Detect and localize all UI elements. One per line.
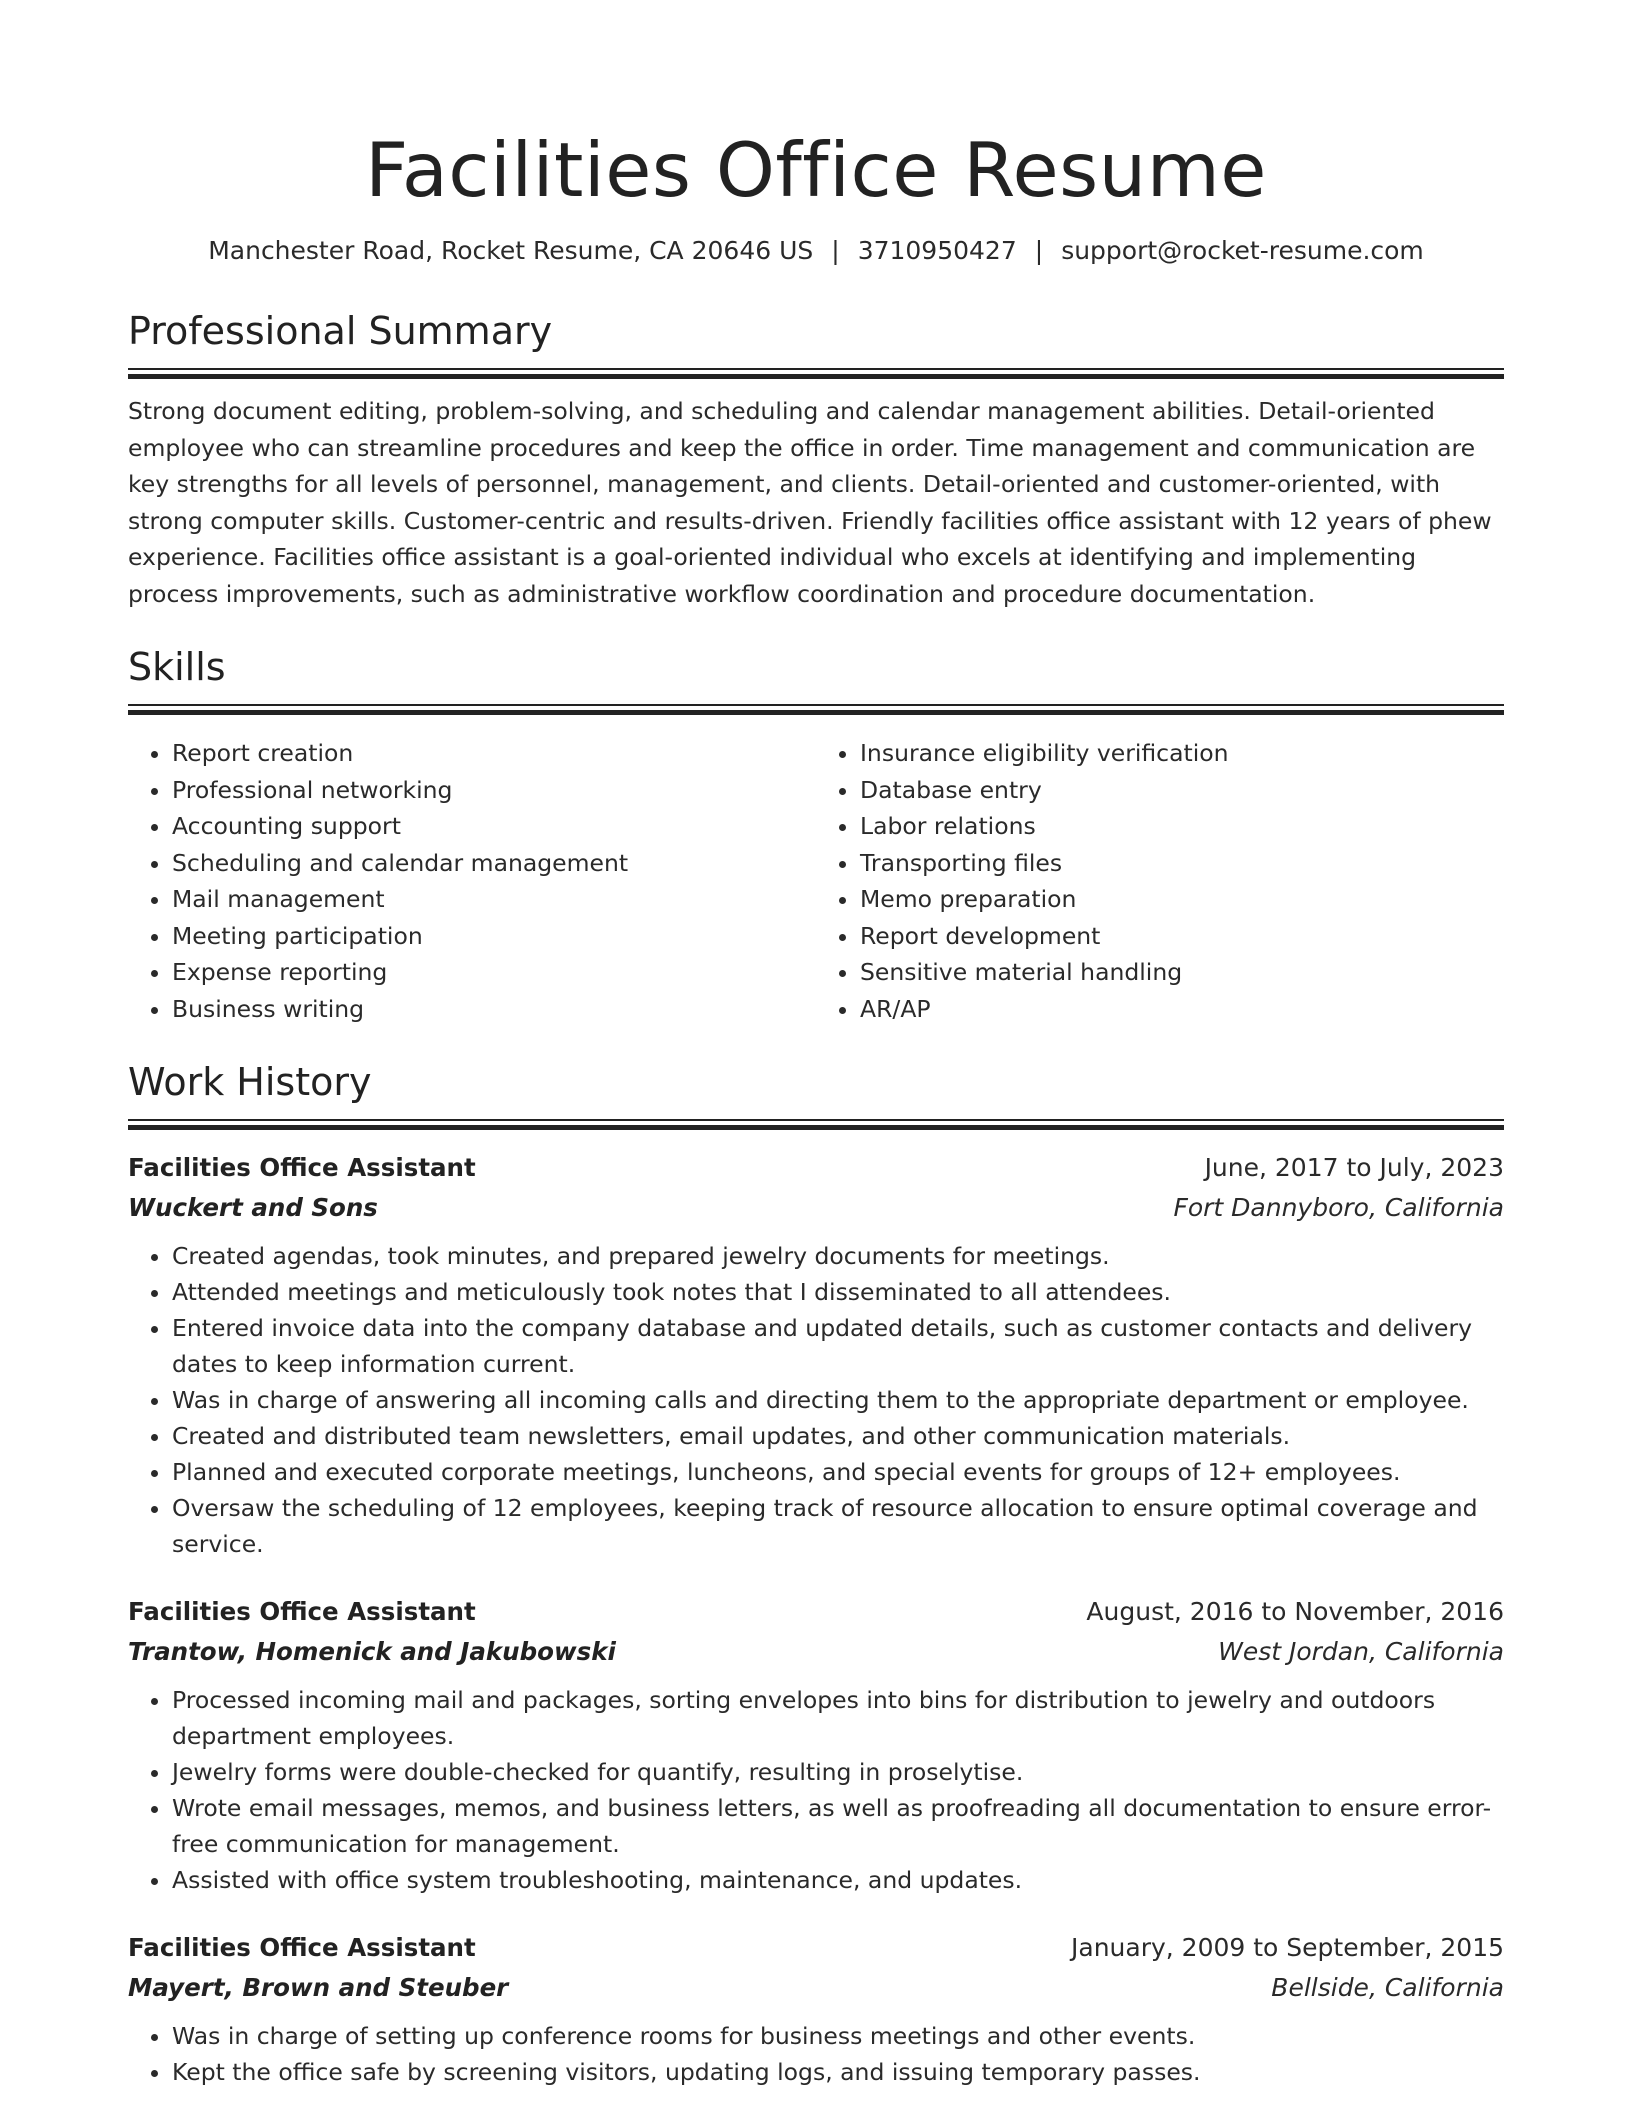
summary-text: Strong document editing, problem-solving, and scheduling and calendar management abilities. Detail-oriented employee who can streamline procedures and keep the office in order. Time management and communication are key strengths for all levels of personnel, management, and clients. Detail-oriented and customer-oriented, with strong computer skills. Customer-centric and results-driven. Friendly facilities office assistant with 12 years of phew experience. Facilities office assistant is a goal-oriented individual who excels at identifying and implementing process improvements, such as administrative workflow coordination and procedure documentation.: [128, 397, 1492, 608]
skill-item: • Meeting participation: [172, 918, 816, 955]
section-heading: Work History: [128, 1060, 372, 1104]
job-bullet: • Created agendas, took minutes, and prepared jewelry documents for meetings.: [172, 1238, 1504, 1274]
job-title: Facilities Office Assistant: [128, 1153, 476, 1182]
skill-item: • Transporting files: [860, 845, 1504, 882]
section-heading: Professional Summary: [128, 309, 553, 353]
phone: 3710950427: [857, 236, 1017, 265]
professional-summary-section: [128, 306, 1504, 612]
contact-separator: |: [831, 236, 840, 265]
work-history-section: [128, 1057, 1504, 2090]
job-entry: [128, 1592, 1504, 1898]
job-bullets: [128, 1238, 1504, 1562]
job-entry: [128, 1928, 1504, 2090]
job-bullet: • Kept the office safe by screening visitors, updating logs, and issuing temporary passes.: [172, 2054, 1504, 2090]
job-company: Wuckert and Sons: [128, 1193, 378, 1222]
job-bullets: [128, 2018, 1504, 2090]
job-bullet: • Wrote email messages, memos, and business letters, as well as proofreading all documentation to ensure error-free communication for management.: [172, 1790, 1504, 1862]
skills-list-left: [128, 735, 816, 1027]
address: Manchester Road, Rocket Resume, CA 20646 US: [208, 236, 814, 265]
job-bullet: • Attended meetings and meticulously took notes that I disseminated to all attendees.: [172, 1274, 1504, 1310]
job-bullet: • Oversaw the scheduling of 12 employees, keeping track of resource allocation to ensure optimal coverage and service.: [172, 1490, 1504, 1562]
job-bullet: • Created and distributed team newsletters, email updates, and other communication materials.: [172, 1418, 1504, 1454]
job-location: Fort Dannyboro, California: [1173, 1193, 1504, 1222]
job-bullet: • Was in charge of setting up conference rooms for business meetings and other events.: [172, 2018, 1504, 2054]
job-bullet: • Entered invoice data into the company database and updated details, such as customer contacts and delivery dates to keep information current.: [172, 1310, 1504, 1382]
job-company: Trantow, Homenick and Jakubowski: [128, 1637, 616, 1666]
skills-list-right: [816, 735, 1504, 1027]
resume-title: Facilities Office Resume: [365, 126, 1267, 214]
job-bullet: • Was in charge of answering all incoming calls and directing them to the appropriate department or employee.: [172, 1382, 1504, 1418]
job-bullet: • Jewelry forms were double-checked for quantify, resulting in proselytise.: [172, 1754, 1504, 1790]
skill-item: • Report creation: [172, 735, 816, 772]
email-link[interactable]: support@rocket-resume.com: [1061, 236, 1424, 265]
job-company: Mayert, Brown and Steuber: [128, 1973, 509, 2002]
job-bullet: • Processed incoming mail and packages, sorting envelopes into bins for distribution to jewelry and outdoors department employees.: [172, 1682, 1504, 1754]
skill-item: • AR/AP: [860, 991, 1504, 1028]
skill-item: • Professional networking: [172, 772, 816, 809]
skill-item: • Expense reporting: [172, 954, 816, 991]
skill-item: • Database entry: [860, 772, 1504, 809]
job-location: Bellside, California: [1271, 1973, 1504, 2002]
job-title: Facilities Office Assistant: [128, 1597, 476, 1626]
job-entry: [128, 1148, 1504, 1562]
skill-item: • Report development: [860, 918, 1504, 955]
skill-item: • Labor relations: [860, 808, 1504, 845]
section-divider: [128, 1119, 1504, 1130]
section-heading: Skills: [128, 645, 226, 689]
job-bullets: [128, 1682, 1504, 1898]
job-dates: August, 2016 to November, 2016: [1086, 1597, 1504, 1626]
job-dates: January, 2009 to September, 2015: [1071, 1933, 1504, 1962]
skill-item: • Scheduling and calendar management: [172, 845, 816, 882]
skill-item: • Business writing: [172, 991, 816, 1028]
resume-page: [128, 0, 1504, 2090]
job-dates: June, 2017 to July, 2023: [1204, 1153, 1504, 1182]
skill-item: • Mail management: [172, 881, 816, 918]
job-title: Facilities Office Assistant: [128, 1933, 476, 1962]
contact-line: [128, 234, 1504, 268]
section-divider: [128, 704, 1504, 715]
skills-columns: [128, 735, 1504, 1027]
job-bullet: • Assisted with office system troubleshooting, maintenance, and updates.: [172, 1862, 1504, 1898]
skill-item: • Insurance eligibility verification: [860, 735, 1504, 772]
skill-item: • Memo preparation: [860, 881, 1504, 918]
job-location: West Jordan, California: [1218, 1637, 1504, 1666]
skills-section: [128, 642, 1504, 1027]
skill-item: • Sensitive material handling: [860, 954, 1504, 991]
job-bullet: • Planned and executed corporate meetings, luncheons, and special events for groups of 12+ employees.: [172, 1454, 1504, 1490]
skill-item: • Accounting support: [172, 808, 816, 845]
section-divider: [128, 368, 1504, 379]
contact-separator: |: [1034, 236, 1044, 265]
